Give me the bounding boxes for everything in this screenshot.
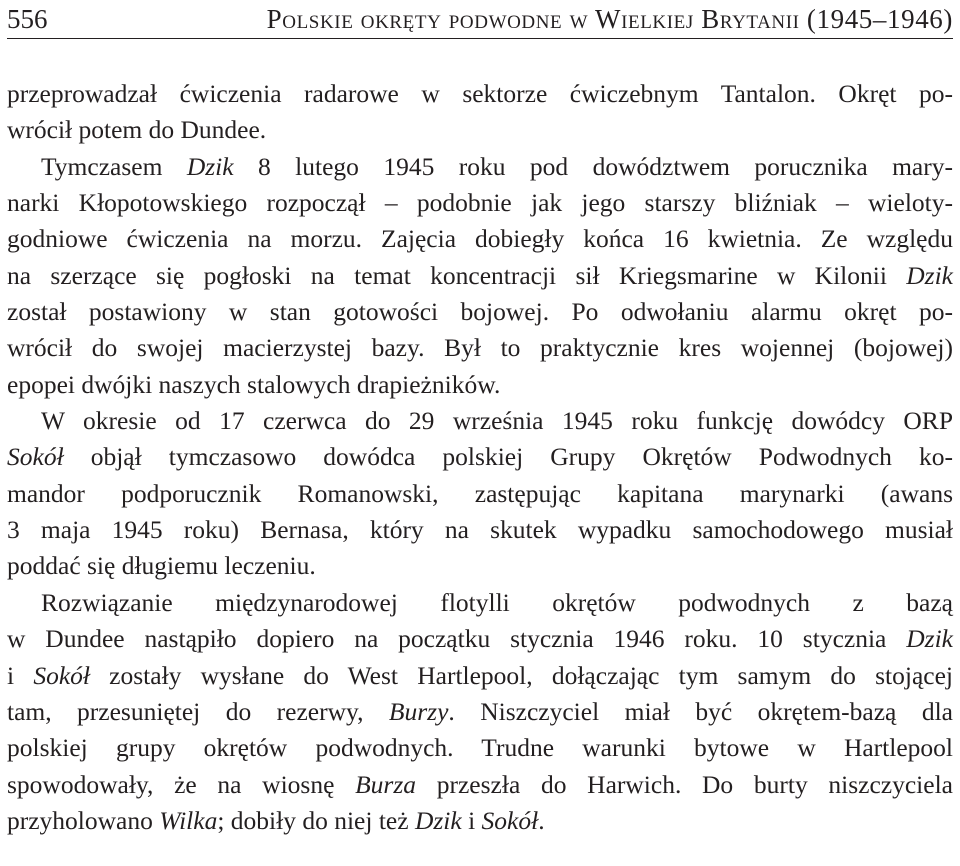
text-line: Sokół objął tymczasowo dowódca polskiej Grupy Okrętów Podwodnych ko- xyxy=(7,442,953,472)
body-text xyxy=(7,76,953,839)
text-line: polskiej grupy okrętów podwodnych. Trudne warunki bytowe w Hartlepool xyxy=(7,733,953,763)
text-line: spowodowały, że na wiosnę Burza przeszła do Harwich. Do burty niszczyciela xyxy=(7,769,953,799)
text-line: przyholowano Wilka; dobiły do niej też Dzik i Sokół. xyxy=(7,805,545,835)
ship-name: Wilka xyxy=(159,805,218,835)
text-line: mandor podporucznik Romanowski, zastępując kapitana marynarki (awans xyxy=(7,478,953,508)
text-line: epopei dwójki naszych stalowych drapieżników. xyxy=(7,369,501,399)
text-line: został postawiony w stan gotowości bojowej. Po odwołaniu alarmu okręt po- xyxy=(7,297,953,327)
running-title: Polskie okręty podwodne w Wielkiej Brytanii (1945–1946) xyxy=(266,4,953,34)
ship-name: Sokół xyxy=(33,660,90,690)
ship-name: Dzik xyxy=(186,151,234,181)
text-line: w Dundee nastąpiło dopiero na początku stycznia 1946 roku. 10 stycznia Dzik xyxy=(7,624,953,654)
page-number: 556 xyxy=(7,4,48,34)
text-line: tam, przesuniętej do rezerwy, Burzy. Niszczyciel miał być okrętem-bazą dla xyxy=(7,696,953,726)
text-line: przeprowadzał ćwiczenia radarowe w sektorze ćwiczebnym Tantalon. Okręt po- xyxy=(7,79,953,108)
paragraph-start-line: Rozwiązanie międzynarodowej flotylli okrętów podwodnych z bazą xyxy=(41,587,953,617)
ship-name: Sokół xyxy=(7,442,64,472)
ship-name: Burzy xyxy=(388,696,449,726)
ship-name: Sokół xyxy=(481,805,539,835)
paragraph-start-line: Tymczasem Dzik 8 lutego 1945 roku pod dowództwem porucznika mary- xyxy=(41,151,953,181)
text-line: 3 maja 1945 roku) Bernasa, który na skutek wypadku samochodowego musiał xyxy=(7,515,953,545)
text-line: wrócił potem do Dundee. xyxy=(7,115,267,145)
ship-name: Dzik xyxy=(906,260,953,290)
text-line: poddać się długiemu leczeniu. xyxy=(7,551,316,581)
ship-name: Dzik xyxy=(906,624,953,654)
text-line: narki Kłopotowskiego rozpoczął – podobnie jak jego starszy bliźniak – wieloty- xyxy=(7,188,953,218)
ship-name: Dzik xyxy=(414,805,462,835)
paragraph-start-line: W okresie od 17 czerwca do 29 września 1945 roku funkcję dowódcy ORP xyxy=(41,406,953,436)
text-line: godniowe ćwiczenia na morzu. Zajęcia dobiegły końca 16 kwietnia. Ze względu xyxy=(7,224,953,254)
ship-name: Burza xyxy=(355,769,417,799)
text-line: wrócił do swojej macierzystej bazy. Był to praktycznie kres wojennej (bojowej) xyxy=(7,333,953,363)
text-line: i Sokół zostały wysłane do West Hartlepool, dołączając tym samym do stojącej xyxy=(7,660,953,690)
running-header xyxy=(7,2,953,39)
text-line: na szerzące się pogłoski na temat koncentracji sił Kriegsmarine w Kilonii Dzik xyxy=(7,260,953,290)
